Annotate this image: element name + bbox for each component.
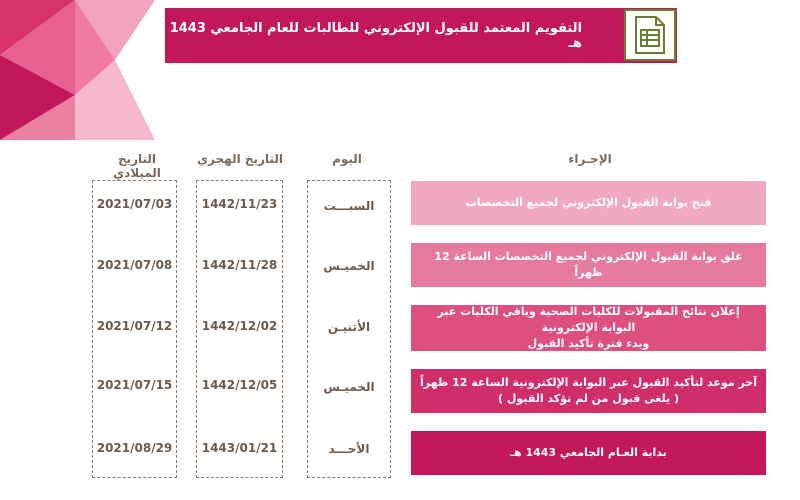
day-cell: الخميـس [323, 259, 375, 273]
action-row [411, 243, 766, 287]
action-text: بداية العـام الجامعي 1443 هـ [510, 446, 667, 460]
action-row [411, 369, 766, 413]
header-day: اليوم [332, 152, 362, 166]
header-hijri-date: التاريخ الهجري [197, 152, 283, 166]
gregorian-date-cell: 2021/07/08 [96, 258, 173, 272]
action-row [411, 431, 766, 475]
action-text-line-2: ( يلغى قبول من لم تؤكد القبول ) [498, 392, 679, 405]
hijri-date-cell: 1442/11/23 [201, 197, 278, 211]
header-gregorian-date: التاريخ الميلادي [113, 152, 161, 180]
gregorian-date-cell: 2021/07/12 [96, 319, 173, 333]
decorative-triangles [0, 0, 170, 140]
day-cell: الأثنيـن [327, 320, 371, 334]
action-text-line-1: آخر موعد لتأكيد القبول عبر البوابة الإلكترونية الساعة 12 ظهراً [420, 376, 757, 390]
day-cell: الأحـــد [328, 442, 370, 456]
hijri-date-cell: 1442/11/28 [201, 258, 278, 272]
action-row [411, 305, 766, 351]
gregorian-date-cell: 2021/07/03 [96, 197, 173, 211]
action-text-line-2: وبدء فترة تأكيد القبول [527, 336, 650, 350]
gregorian-date-cell: 2021/07/15 [96, 378, 173, 392]
gregorian-date-cell: 2021/08/29 [96, 441, 173, 455]
day-cell: السبـــت [323, 199, 375, 213]
page-title-text: التقويم المعتمد للقبول الإلكتروني للطالبات للعام الجامعي 1443 هـ [169, 20, 582, 51]
action-text-line-1: إعلان نتائج المقبولات للكليات الصحية وباقي الكليات عبر البوابة الإلكترونية [437, 305, 740, 335]
action-text: فتح بوابة القبول الإلكتروني لجميع التخصصات [465, 196, 712, 210]
action-text: غلق بوابة القبول الإلكتروني لجميع التخصصات الساعة 12 ظهراً [434, 250, 743, 279]
spreadsheet-document-icon [624, 9, 676, 61]
hijri-date-cell: 1442/12/05 [201, 378, 278, 392]
action-row [411, 181, 766, 225]
hijri-date-cell: 1443/01/21 [201, 441, 278, 455]
day-cell: الخميـس [323, 380, 375, 394]
page-title [165, 8, 677, 63]
hijri-date-cell: 1442/12/02 [201, 319, 278, 333]
header-action: الإجـراء [568, 152, 612, 166]
